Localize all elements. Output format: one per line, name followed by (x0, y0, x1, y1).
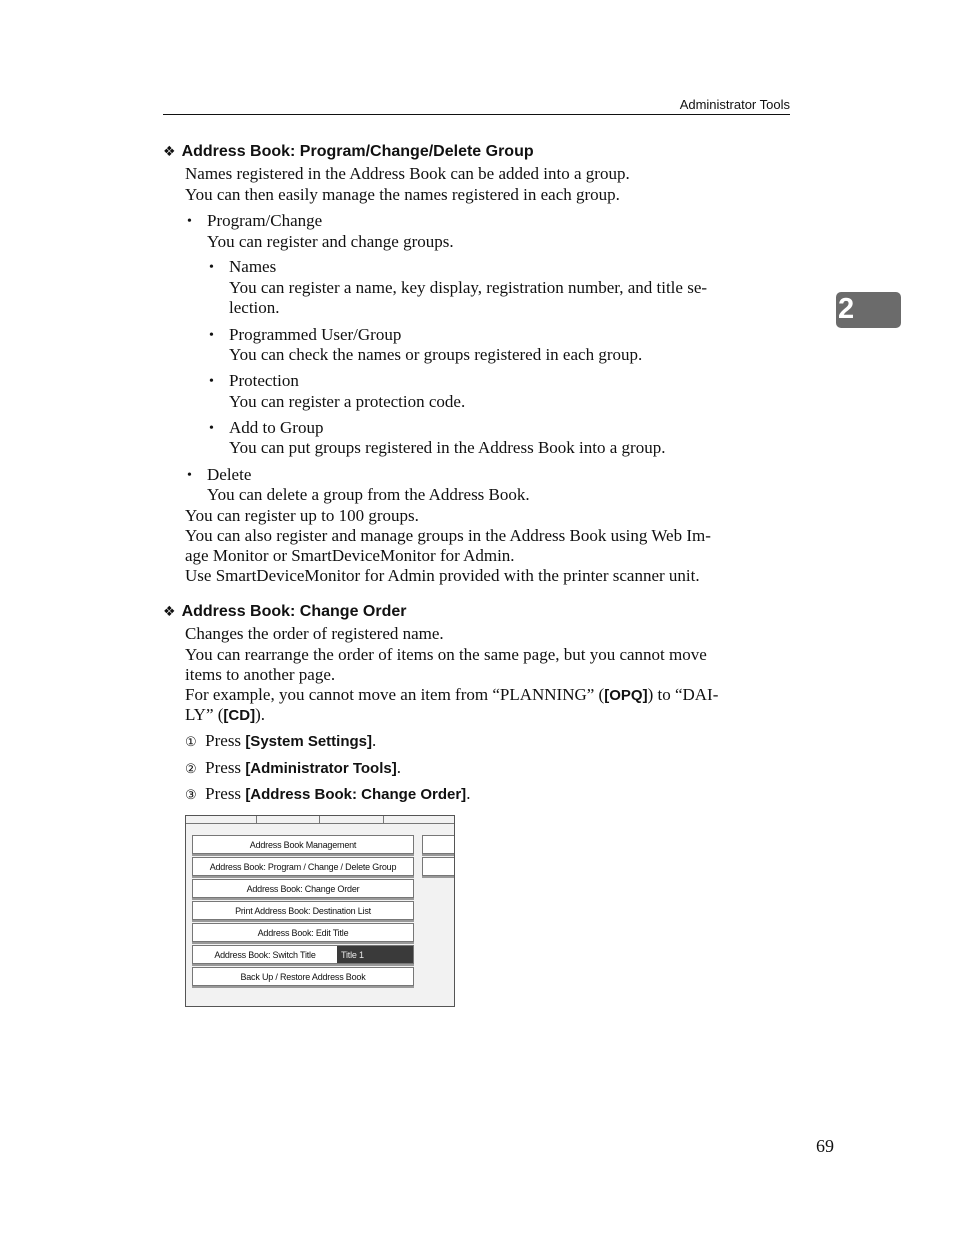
section-heading-change-order (163, 603, 407, 621)
header-rule (163, 114, 790, 115)
running-header: Administrator Tools (679, 97, 790, 112)
step-text: Press (205, 758, 246, 777)
key-change-order: [Address Book: Change Order] (245, 786, 467, 803)
screenshot-panel (185, 815, 455, 1007)
step-2 (185, 758, 401, 779)
switch-title-label: Address Book: Switch Title (214, 949, 316, 960)
key-cd: [CD] (223, 707, 256, 724)
program-change-delete-group-button[interactable]: Address Book: Program / Change / Delete Group (192, 857, 414, 876)
chapter-number: 2 (838, 293, 855, 325)
list-item-desc: You can put groups registered in the Address Book into a group. (229, 438, 666, 457)
key-system-settings: [System Settings] (245, 733, 373, 750)
step-number: ③ (185, 787, 197, 802)
example-text: ) to “DAI- (647, 685, 719, 704)
list-bullet-icon: • (187, 468, 192, 483)
step-text: Press (205, 784, 246, 803)
body-line: Changes the order of registered name. (185, 624, 444, 643)
intro-line: Names registered in the Address Book can be added into a group. (185, 164, 630, 183)
list-bullet-icon: • (209, 374, 214, 389)
example-line (185, 685, 718, 706)
step-end: . (396, 758, 401, 777)
step-3 (185, 784, 470, 805)
example-line (185, 705, 265, 726)
body-line: age Monitor or SmartDeviceMonitor for Admin. (185, 546, 515, 565)
key-administrator-tools: [Administrator Tools] (245, 760, 397, 777)
list-bullet-icon: • (209, 328, 214, 343)
section-heading-text: Address Book: Change Order (181, 603, 407, 620)
side-button[interactable] (422, 835, 455, 854)
switch-title-button[interactable] (192, 945, 414, 964)
body-line: You can rearrange the order of items on the same page, but you cannot move (185, 645, 707, 664)
tab-divider (319, 816, 320, 823)
chapter-tab (836, 292, 901, 328)
diamond-bullet-icon: ❖ (163, 603, 176, 619)
body-line: You can register up to 100 groups. (185, 506, 419, 525)
intro-line: You can then easily manage the names registered in each group. (185, 185, 620, 204)
list-bullet-icon: • (209, 260, 214, 275)
step-number: ① (185, 734, 197, 749)
example-text: LY” ( (185, 705, 224, 724)
list-bullet-icon: • (187, 214, 192, 229)
side-button[interactable] (422, 857, 455, 876)
list-item-title: Programmed User/Group (229, 325, 402, 344)
change-order-button[interactable]: Address Book: Change Order (192, 879, 414, 898)
list-item-title: Protection (229, 371, 299, 390)
example-text: ). (255, 705, 265, 724)
list-item-title: Delete (207, 465, 252, 484)
section-heading-text: Address Book: Program/Change/Delete Group (181, 143, 534, 160)
address-book-management-button[interactable]: Address Book Management (192, 835, 414, 854)
body-line: Use SmartDeviceMonitor for Admin provided with the printer scanner unit. (185, 566, 700, 585)
tab-divider (256, 816, 257, 823)
tab-strip (186, 816, 454, 824)
list-item-title: Program/Change (207, 211, 323, 230)
print-destination-list-button[interactable]: Print Address Book: Destination List (192, 901, 414, 920)
body-line: You can also register and manage groups in the Address Book using Web Im- (185, 526, 711, 545)
example-text: For example, you cannot move an item from “PLANNING” ( (185, 685, 605, 704)
page-number: 69 (816, 1136, 834, 1156)
list-item-title: Names (229, 257, 277, 276)
switch-title-value: Title 1 (337, 946, 413, 963)
section-heading-program-group (163, 143, 534, 161)
step-end: . (466, 784, 471, 803)
step-text: Press (205, 731, 246, 750)
step-end: . (372, 731, 377, 750)
list-item-desc: You can register a protection code. (229, 392, 466, 411)
edit-title-button[interactable]: Address Book: Edit Title (192, 923, 414, 942)
list-item-desc: You can register a name, key display, registration number, and title se- (229, 278, 708, 297)
body-line: items to another page. (185, 665, 336, 684)
backup-restore-button[interactable]: Back Up / Restore Address Book (192, 967, 414, 986)
diamond-bullet-icon: ❖ (163, 143, 176, 159)
list-item-desc: You can delete a group from the Address Book. (207, 485, 530, 504)
list-bullet-icon: • (209, 421, 214, 436)
list-item-desc: You can register and change groups. (207, 232, 454, 251)
list-item-desc: lection. (229, 298, 280, 317)
list-item-title: Add to Group (229, 418, 324, 437)
step-number: ② (185, 761, 197, 776)
list-item-desc: You can check the names or groups registered in each group. (229, 345, 643, 364)
tab-divider (383, 816, 384, 823)
step-1 (185, 731, 376, 752)
key-opq: [OPQ] (604, 687, 648, 704)
